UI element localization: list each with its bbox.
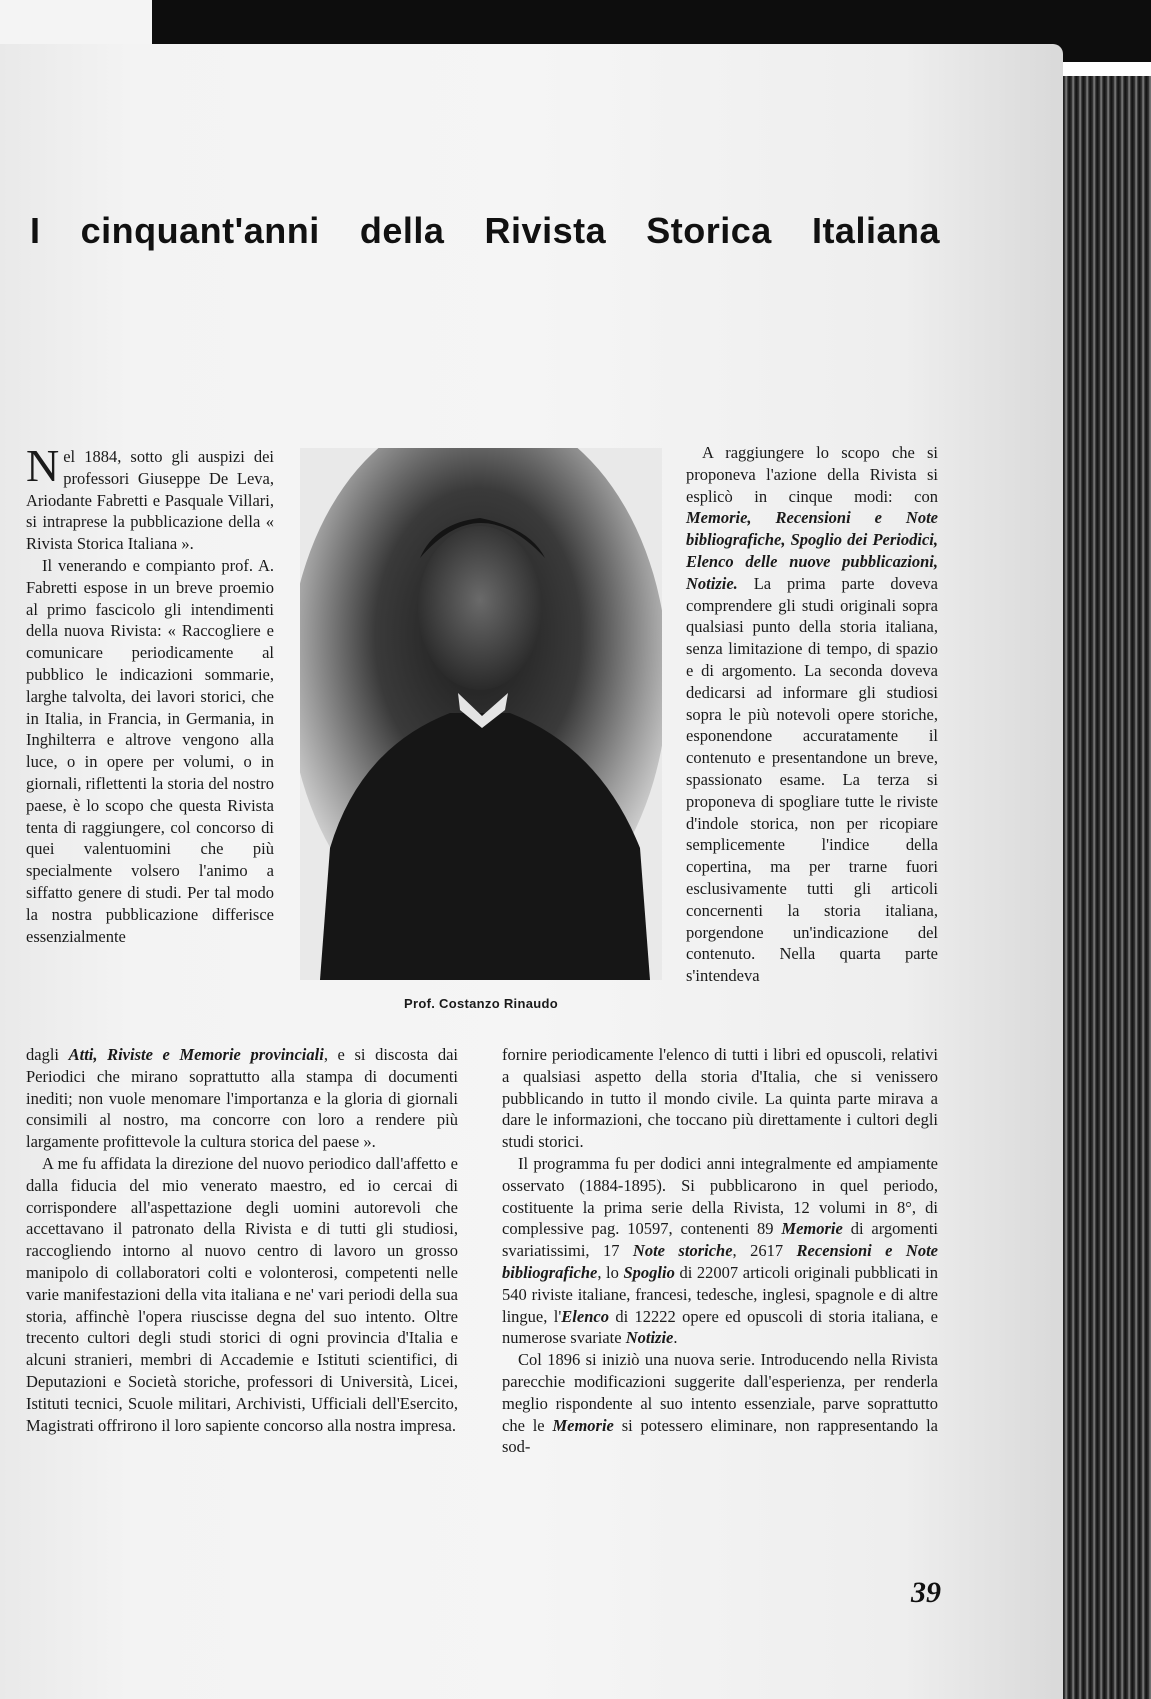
- article-title: I cinquant'anni della Rivista Storica Italiana: [30, 210, 940, 252]
- paragraph-fabretti: Il venerando e compianto prof. A. Fabretti espose in un breve proemio al primo fascicolo gli intendimenti della nuova Rivista: « Raccogliere e comunicare periodicamente al pubblico le indicazioni sommarie, larghe talvolta, dei lavori storici, che in Italia, in Francia, in Germania, in Inghilterra e altrove vengono alla luce, o in opere per volumi, o in giornali, riflettenti la storia del nostro paese, è lo scopo che questa Rivista tenta di raggiungere, col concorso di quei valentuomini che più specialmente volsero l'animo a siffatto genere di studi. Per tal modo la nostra pubblicazione differisce essenzialmente: [26, 555, 274, 946]
- paragraph-nuova-serie: Col 1896 si iniziò una nuova serie. Introducendo nella Rivista parecchie modificazioni suggerite dall'esperienza, per renderla meglio rispondente al suo intento essenziale, parve soprattutto che le Memorie si potessero eliminare, non rappresentando la sod-: [502, 1350, 938, 1457]
- drop-cap: N: [26, 440, 60, 491]
- paragraph-five-modes: A raggiungere lo scopo che si proponeva l'azione della Rivista si esplicò in cinque modi: con Memorie, Recensioni e Note bibliografiche, Spoglio dei Periodici, Elenco delle nuove pubblicazioni, Notizie. La prima parte doveva comprendere gli studi originali sopra qualsiasi punto della storia italiana, senza limitazione di tempo, di spazio e di argomento. La seconda doveva dedicarsi ad informare gli studiosi sopra le più notevoli opere storiche, esponendone accuratamente il contenuto e presentandone un breve, spassionato esame. La terza si proponeva di spogliare tutte le riviste d'indole storica, non per ricopiare semplicemente l'indice della copertina, ma per trarne fuori esclusivamente tutti gli articoli concernenti la storia italiana, porgendone un'indicazione del contenuto. Nella quarta parte s'intendeva: [686, 443, 938, 986]
- paragraph-five-modes-cont: fornire periodicamente l'elenco di tutti i libri ed opuscoli, relativi a qualsiasi aspetto della storia d'Italia, che si venissero pubblicando in tutto il mondo civile. La quinta parte mirava a dare le informazioni, che toccano più direttamente i cultori degli studi storici.: [502, 1045, 938, 1152]
- right-column-bottom: [502, 1044, 938, 1458]
- paragraph-programma: Il programma fu per dodici anni integralmente ed ampiamente osservato (1884-1895). Si pubblicarono in quel periodo, costituente la prima serie della Rivista, 12 volumi in 8°, di complessive pag. 10597, contenenti 89 Memorie di argomenti svariatissimi, 17 Note storiche, 2617 Recensioni e Note bibliografiche, lo Spoglio di 22007 articoli originali pubblicati in 540 riviste italiane, francesi, tedesche, inglesi, spagnole e di altre lingue, l'Elenco di 12222 opere ed opuscoli di storia italiana, e numerose svariate Notizie.: [502, 1153, 938, 1348]
- paragraph-direction: A me fu affidata la direzione del nuovo periodico dall'affetto e dalla fiducia del mio venerato maestro, ed io cercai di corrispondere all'aspettazione degli uomini autorevoli che accettavano il patronato della Rivista e di tutti gli studiosi, raccogliendo intorno al nuovo centro di lavoro un grosso manipolo di collaboratori colti e volonterosi, competenti nelle varie manifestazioni della vita italiana e ne' vari periodi della sua storia, affinchè l'opera riuscisse degna del suo intento. Oltre trecento cultori degli studi storici di ogni provincia d'Italia e alcuni stranieri, membri di Accademie e Istituti scientifici, di Deputazioni e Società storiche, professori di Università, Licei, Istituti tecnici, Scuole militari, Archivisti, Ufficiali dell'Esercito, Magistrati offrirono il loro sapiente concorso alla nostra impresa.: [26, 1153, 458, 1435]
- left-column-bottom: [26, 1044, 458, 1436]
- page-number: 39: [911, 1576, 941, 1609]
- paragraph-fabretti-cont: dagli Atti, Riviste e Memorie provinciali, e si discosta dai Periodici che mirano soprattutto alla stampa di documenti inediti; non vuole menomare l'importanza e la gloria di giornali consimili al nostro, ma concorre con loro a rendere più largamente profittevole la cultura storica del paese ».: [26, 1045, 458, 1152]
- portrait-photo: [300, 448, 662, 980]
- scan-corner: [0, 0, 152, 50]
- photo-caption: Prof. Costanzo Rinaudo: [404, 996, 558, 1011]
- paragraph-intro: Nel 1884, sotto gli auspizi dei professori Giuseppe De Leva, Ariodante Fabretti e Pasquale Villari, si intraprese la pubblicazione della « Rivista Storica Italiana ».: [26, 440, 274, 554]
- right-column-top: [686, 442, 938, 987]
- book-page-edges: [1063, 76, 1151, 1699]
- portrait-image: [300, 448, 662, 980]
- left-column-top: [26, 440, 274, 947]
